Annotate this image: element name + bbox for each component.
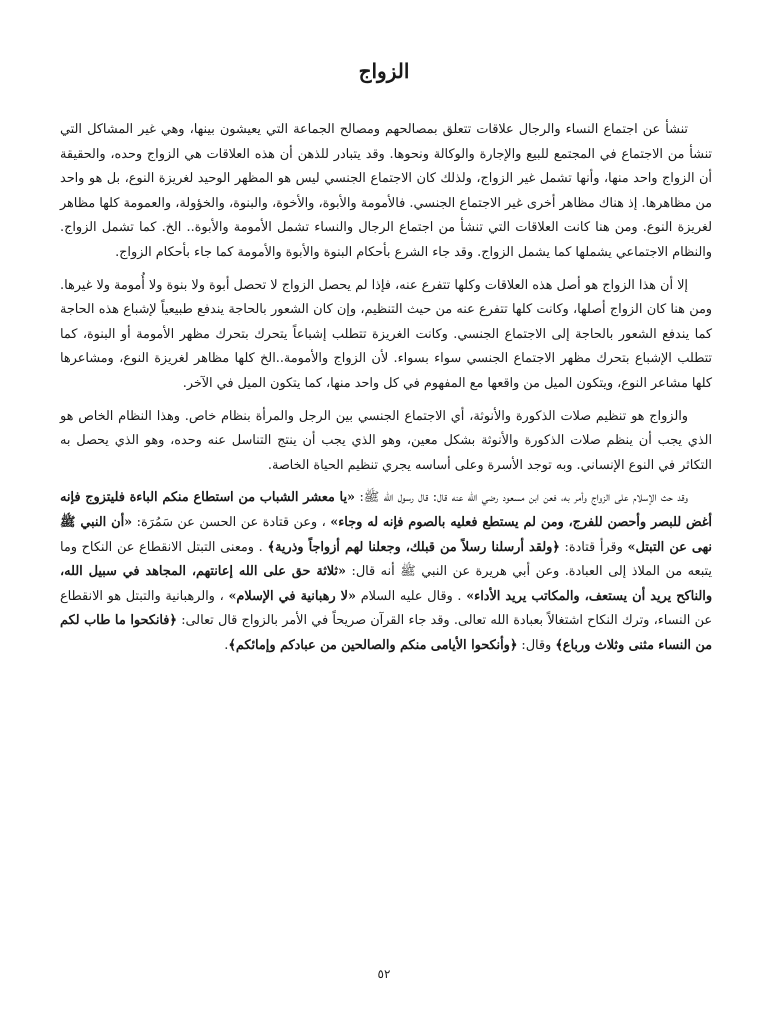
body-text xyxy=(60,118,712,658)
paragraph-1 xyxy=(60,118,712,266)
paragraph-2-text: إلا أن هذا الزواج هو أصل هذه العلاقات وكلها تتفرع عنه، فإذا لم يحصل الزواج لا تحصل أبوة ولا بنوة ولا أُمومة ولا غيرها. ومن هنا كان الزواج أصلها، وكانت كلها تتفرع عنه من حيث التنظيم، وإن كان الشعور بالحاجة يندفع طبيعياً لإشباع هذه الحاجة كما يندفع الشعور بالحاجة إلى الاجتماع الجنسي. وكانت الغريزة تتطلب إشباعاً يتحرك بتحرك مظهر الأمومة أو البنوة، كما تتطلب الإشباع بتحرك مظهر الاجتماع الجنسي سواء بسواء. لأن الزواج والأمومة..الخ كلها مظاهر لغريزة النوع، ومشاعرها كلها مشاعر النوع، ويتكون الميل من واقعها مع المفهوم في كل واحد منها، كما يتكون الميل في الآخر. xyxy=(60,277,712,391)
page-title: الزواج xyxy=(358,59,410,83)
quran-quote-3: ﴿وأنكحوا الأيامى منكم والصالحين من عبادكم وإمائكم﴾ xyxy=(228,637,518,653)
paragraph-4-text: . وقال عليه السلام xyxy=(355,588,467,604)
paragraph-4-text: وقد حث الإسلام على الزواج وأمر به، فعن ابن مسعود رضي الله عنه قال: قال رسول الله ﷺ: xyxy=(355,490,688,506)
paragraph-4-text: وقرأ قتادة: xyxy=(559,539,628,555)
quran-quote-1: ﴿ولقد أرسلنا رسلاً من قبلك، وجعلنا لهم أزواجاً وذرية﴾ xyxy=(267,539,560,555)
paragraph-4-text: وقال: xyxy=(517,637,556,653)
hadith-quote-3: «ثلاثة حق على الله إعانتهم، المجاهد في سبيل الله، والناكح يريد أن يستعف، والمكاتب يريد الأداء» xyxy=(60,564,712,604)
hadith-quote-1: «يا معشر الشباب من استطاع منكم الباءة فليتزوج فإنه أغض للبصر وأحصن للفرج، ومن لم يستطع فعليه بالصوم فإنه له وجاء» xyxy=(60,490,712,530)
paragraph-4-text: . ومعنى التبتل الانقطاع عن النكاح وما يتبعه من الملاذ إلى العبادة. وعن أبي هريرة عن النبي ﷺ أنه قال: xyxy=(60,539,712,580)
page-number: ٥٢ xyxy=(377,967,391,981)
paragraph-3 xyxy=(60,405,712,479)
paragraph-3-text: والزواج هو تنظيم صلات الذكورة والأنوثة، أي الاجتماع الجنسي بين الرجل والمرأة بنظام خاص. وهذا النظام الخاص هو الذي يجب أن ينظم صلات الذكورة والأنوثة بشكل معين، وهو الذي يجب أن ينتج التناسل عنه وحده، وهو الذي يحصل به التكاثر في النوع الإنساني. وبه توجد الأسرة وعلى أساسه يجري تنظيم الحياة الخاصة. xyxy=(60,408,712,473)
quran-quote-2: ﴿فانكحوا ما طاب لكم من النساء مثنى وثلاث ورباع﴾ xyxy=(60,613,712,653)
paragraph-4 xyxy=(60,486,712,658)
paragraph-1-text: تنشأ عن اجتماع النساء والرجال علاقات تتعلق بمصالحهم ومصالح الجماعة التي يعيشون بينها، وهي غير المشاكل التي تنشأ من الاجتماع في المجتمع للبيع والإجارة والوكالة ونحوها. وقد يتبادر للذهن أن هذه العلاقات هي الزواج وحده، والحقيقة أن الزواج واحد منها، وأنها تشمل غير الزواج، ولذلك كان الاجتماع الجنسي ليس هو المظهر الوحيد لغريزة النوع، بل هو واحد من مظاهرها. إذ هناك مظاهر أخرى غير الاجتماع الجنسي. فالأمومة والأبوة، والأخوة، والبنوة، والخؤولة، والعمومة كلها مظاهر لغريزة النوع. ومن هنا كانت العلاقات التي تنشأ من اجتماع الرجال والنساء تشمل الأمومة والأبوة.. الخ. كما تشمل الزواج. والنظام الاجتماعي يشملها كما يشمل الزواج. وقد جاء الشرع بأحكام البنوة والأبوة والأمومة كما جاء بأحكام الزواج. xyxy=(60,122,712,260)
hadith-quote-2: «أن النبي ﷺ نهى عن التبتل» xyxy=(60,514,712,555)
paragraph-4-text: . xyxy=(224,637,229,653)
paragraph-2 xyxy=(60,274,712,397)
paragraph-4-text: ، وعن قتادة عن الحسن عن سَمُرَة: xyxy=(132,514,331,530)
hadith-quote-4: «لا رهبانية في الإسلام» xyxy=(228,588,356,604)
paragraph-4-text: ، والرهبانية والتبتل هو الانقطاع عن النساء، وترك النكاح اشتغالاً بعبادة الله تعالى. وقد جاء القرآن صريحاً في الأمر بالزواج قال تعالى: xyxy=(60,588,713,629)
